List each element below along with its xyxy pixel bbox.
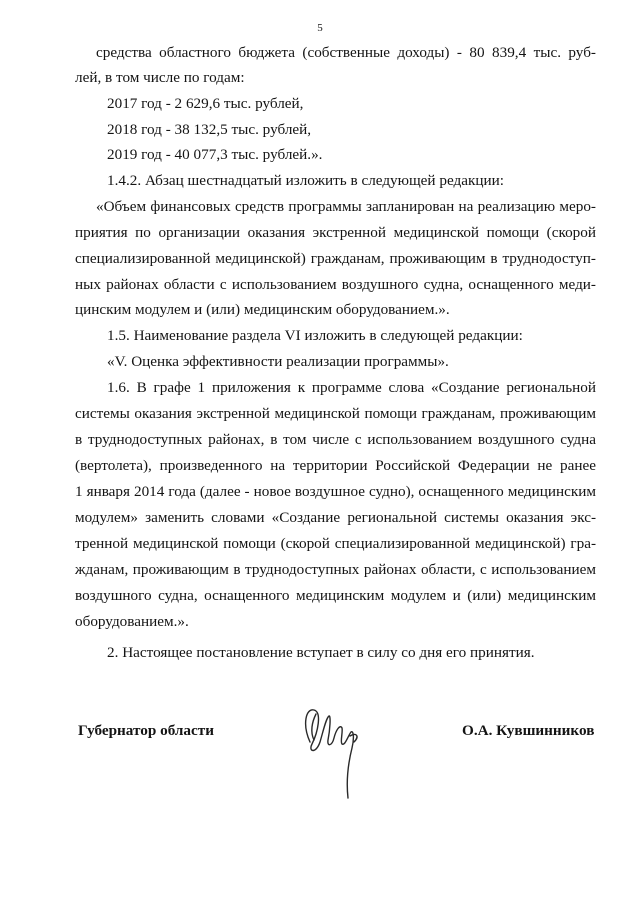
- signer-name: О.А. Кувшинников: [462, 722, 595, 739]
- body-line: 1.4.2. Абзац шестнадцатый изложить в следующей редакции:: [107, 172, 504, 189]
- signer-title: Губернатор области: [78, 722, 214, 739]
- body-line: специализированной медицинской) гражданам, проживающим в труднодоступ-: [75, 250, 596, 267]
- body-line: ных районах области с использованием воздушного судна, оснащенного меди-: [75, 276, 596, 293]
- body-line: системы оказания экстренной медицинской помощи гражданам, проживающим: [75, 405, 596, 422]
- body-line: 2017 год - 2 629,6 тыс. рублей,: [107, 95, 304, 112]
- page-number: 5: [317, 22, 323, 34]
- body-line: воздушного судна, оснащенного медицинским модулем и (или) медицинским: [75, 587, 596, 604]
- body-line: 2018 год - 38 132,5 тыс. рублей,: [107, 121, 312, 138]
- body-line: 1.5. Наименование раздела VI изложить в следующей редакции:: [107, 327, 523, 344]
- body-line: оборудованием.».: [75, 613, 189, 630]
- body-line: приятия по организации оказания экстренной медицинской помощи (скорой: [75, 224, 596, 241]
- signature-block: [0, 722, 640, 812]
- body-line: 2019 год - 40 077,3 тыс. рублей.».: [107, 146, 323, 163]
- body-line: в труднодоступных районах, в том числе с использованием воздушного судна: [75, 431, 596, 448]
- body-line: жданам, проживающим в труднодоступных районах области, с использованием: [75, 561, 596, 578]
- body-line: (вертолета), произведенного на территории Российской Федерации не ранее: [75, 457, 596, 474]
- body-line: модулем» заменить словами «Создание региональной системы оказания экс-: [75, 509, 596, 526]
- body-line: «Объем финансовых средств программы запланирован на реализацию меро-: [96, 198, 596, 215]
- body-line: «V. Оценка эффективности реализации программы».: [107, 353, 449, 370]
- body-line: цинским модулем и (или) медицинским оборудованием.».: [75, 301, 450, 318]
- body-line: 1.6. В графе 1 приложения к программе слова «Создание региональной: [107, 379, 596, 396]
- body-line: 1 января 2014 года (далее - новое воздушное судно), оснащенного медицинским: [75, 483, 596, 500]
- handwritten-signature: [296, 702, 366, 807]
- body-line: лей, в том числе по годам:: [75, 69, 245, 86]
- body-line: средства областного бюджета (собственные доходы) - 80 839,4 тыс. руб-: [96, 44, 596, 61]
- body-line: 2. Настоящее постановление вступает в силу со дня его принятия.: [107, 644, 535, 661]
- body-line: тренной медицинской помощи (скорой специализированной медицинской) гра-: [75, 535, 596, 552]
